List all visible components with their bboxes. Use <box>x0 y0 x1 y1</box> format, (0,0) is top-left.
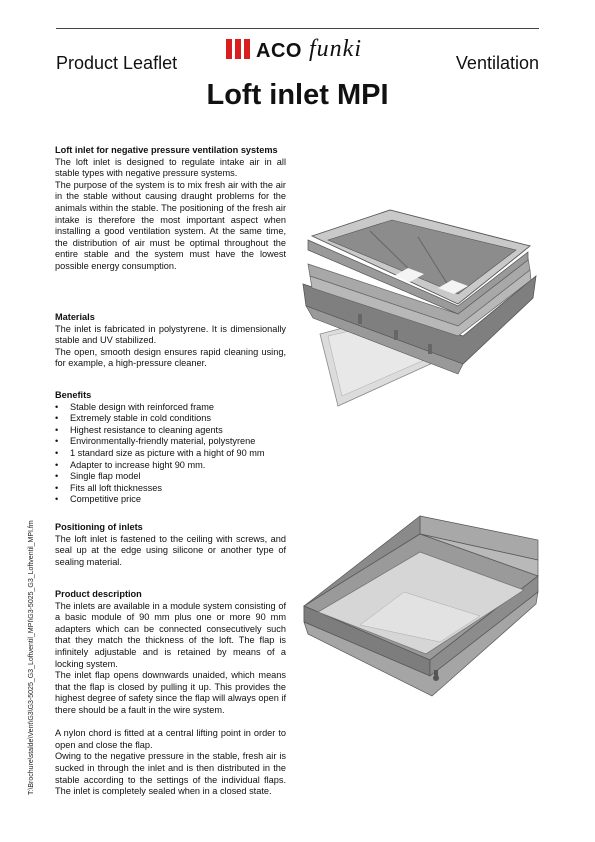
positioning-heading: Positioning of inlets <box>55 522 143 532</box>
list-item: • Fits all loft thicknesses <box>55 483 286 495</box>
description-paragraph-2: The inlet flap opens downwards unaided, which means that the flap is closed by pulling it up. This provides the highest degree of safety since the flap will always open if there should be a fault in the wire system. <box>55 670 286 715</box>
list-item: • Single flap model <box>55 471 286 483</box>
description-paragraph-1: The inlets are available in a module system consisting of a basic module of 90 mm plus one or more 90 mm adapters which can be connected consecutively such that they match the thickness of the loft. The flap is infinitely adjustable and is retained by means of a locking system. <box>55 600 286 669</box>
loft-inlet-top-view-image <box>298 206 538 421</box>
materials-heading: Materials <box>55 312 95 322</box>
aco-logo-icon <box>226 38 252 60</box>
header-product-leaflet: Product Leaflet <box>56 53 178 73</box>
intro-section <box>55 145 286 273</box>
description-paragraph-3: A nylon chord is fitted at a central lifting point in order to open and close the flap. <box>55 728 286 750</box>
list-item: • Stable design with reinforced frame <box>55 402 286 414</box>
spacer <box>55 717 286 729</box>
positioning-paragraph-1: The loft inlet is fastened to the ceiling with screws, and seal up at the edge using silicone or another type of sealing material. <box>55 533 286 567</box>
list-item: • Extremely stable in cold conditions <box>55 413 286 425</box>
loft-inlet-underside-image <box>300 510 540 725</box>
header-rule <box>56 28 539 29</box>
intro-paragraph-2: The purpose of the system is to mix fresh air with the air in the stable without causing draught problems for the animals within the stable. The positioning of the fresh air intake is therefore the most important aspect when installing a good ventilation system. At the same time, the distribution of air must be optimal throughout the entire stable and the system must have the lowest possible energy consumption. <box>55 179 286 271</box>
description-paragraph-4: Owing to the negative pressure in the stable, fresh air is sucked in through the inlet and is then distributed in the stable according to the settings of the individual flaps. The inlet is completely sealed when in a closed state. <box>55 751 286 797</box>
materials-section <box>55 312 286 370</box>
benefits-list <box>55 402 286 506</box>
intro-heading: Loft inlet for negative pressure ventilation systems <box>55 145 278 155</box>
file-path-sidebar: T:\Brochure\stalde\Vent\G3\G3-5025_G3_Loftventil_MPI\G3-5025_G3_Loftventil_MPI.fm <box>28 520 35 795</box>
page-title: Loft inlet MPI <box>206 79 389 111</box>
logo-funki-text: funki <box>309 36 362 62</box>
logo-aco-text: ACO <box>256 40 302 62</box>
list-item: • Environmentally-friendly material, polystyrene <box>55 436 286 448</box>
intro-paragraph-1: The loft inlet is designed to regulate intake air in all stable types with negative pressure systems. <box>55 156 286 179</box>
materials-paragraph-1: The inlet is fabricated in polystyrene. It is dimensionally stable and UV stabilized. <box>55 323 286 346</box>
materials-paragraph-2: The open, smooth design ensures rapid cleaning using, for example, a high-pressure cleaner. <box>55 346 286 369</box>
benefits-section <box>55 390 286 506</box>
list-item: • Highest resistance to cleaning agents <box>55 425 286 437</box>
benefits-heading: Benefits <box>55 390 92 400</box>
description-section <box>55 589 286 798</box>
list-item: • 1 standard size as picture with a hight of 90 mm <box>55 448 286 460</box>
list-item: • Adapter to increase hight 90 mm. <box>55 460 286 472</box>
description-heading: Product description <box>55 589 142 599</box>
positioning-section <box>55 522 286 568</box>
header-ventilation: Ventilation <box>455 53 539 73</box>
list-item: • Competitive price <box>55 494 286 506</box>
